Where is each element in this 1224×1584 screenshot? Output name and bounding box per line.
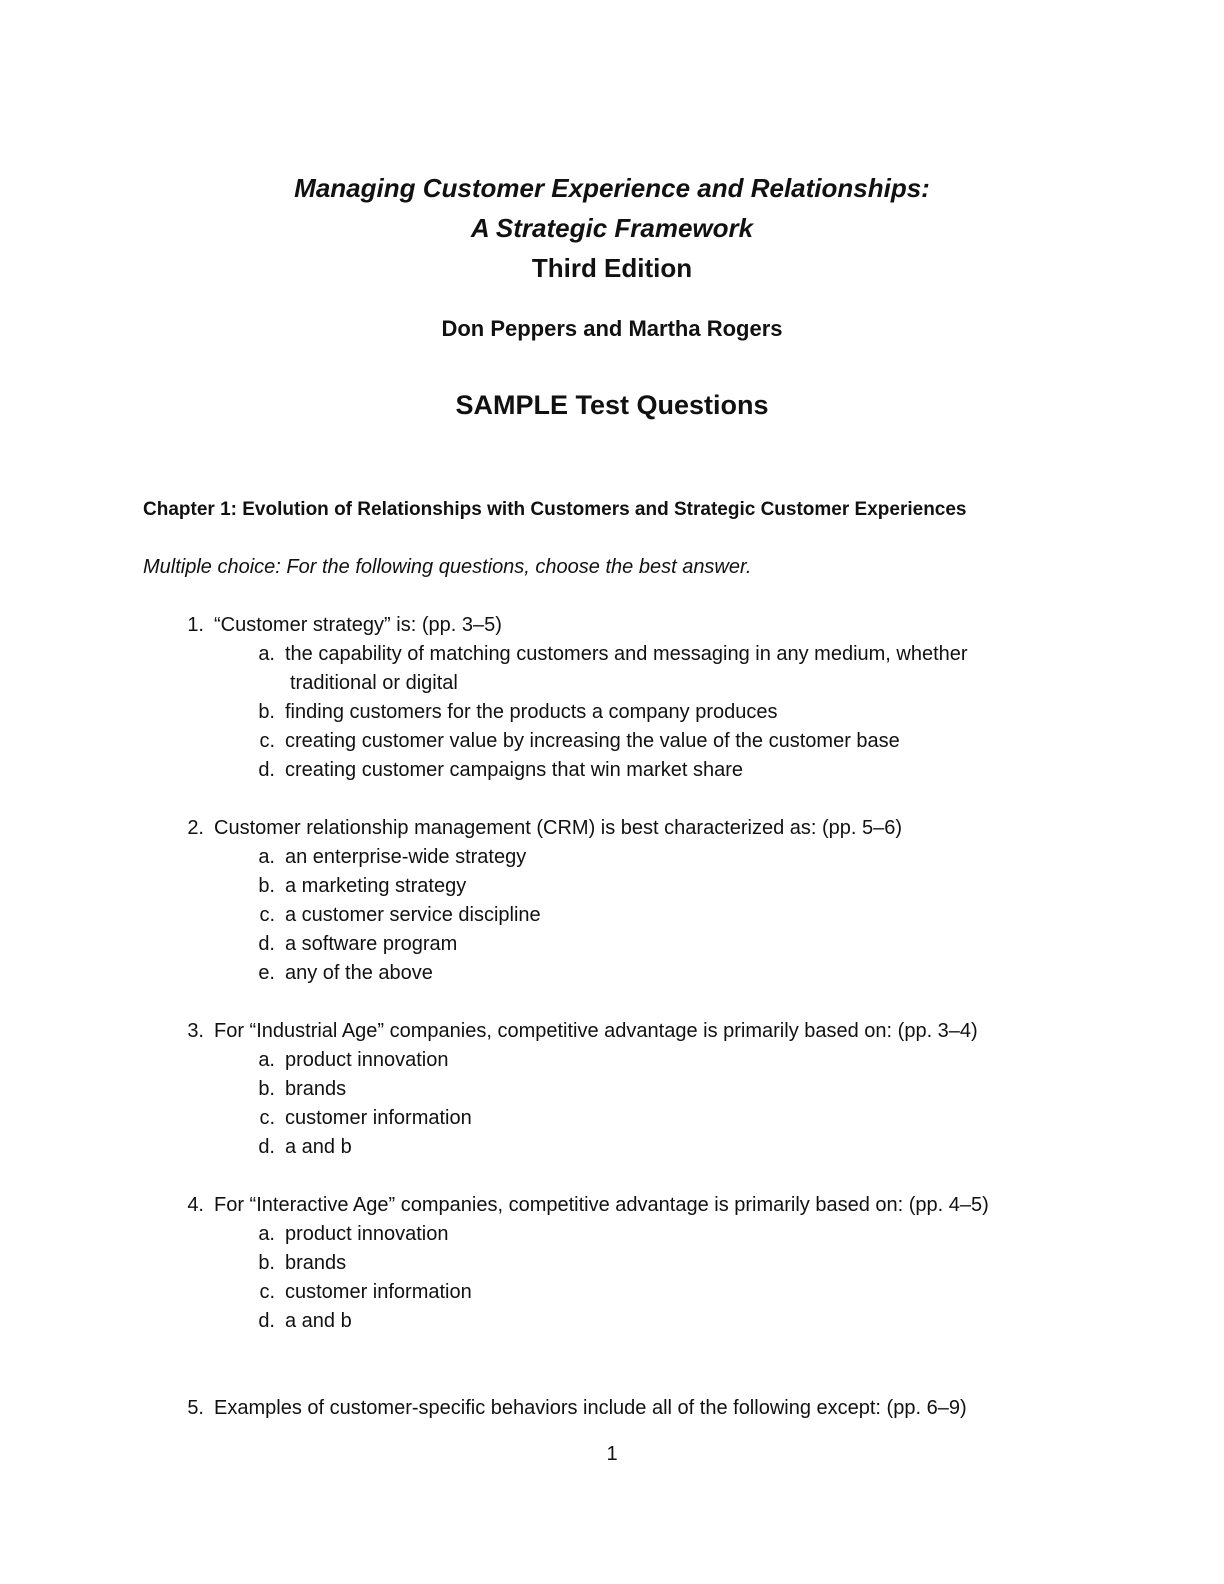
option-letter: b. (258, 1252, 275, 1274)
title-block (0, 168, 1224, 288)
option-text: product innovation (285, 1049, 449, 1071)
question-2 (0, 814, 1224, 988)
question-3 (0, 1017, 1224, 1162)
option-text: a marketing strategy (285, 875, 467, 897)
option-text: a and b (285, 1136, 352, 1158)
option-letter: a. (258, 1049, 275, 1071)
option-d (0, 1307, 1224, 1336)
question-list (0, 611, 1224, 1452)
instructions: Multiple choice: For the following questions, choose the best answer. (143, 556, 752, 578)
option-text: customer information (285, 1281, 472, 1303)
question-text: Customer relationship management (CRM) is best characterized as: (pp. 5–6) (214, 817, 903, 839)
option-letter: c. (259, 1107, 275, 1129)
option-text: a customer service discipline (285, 904, 541, 926)
option-letter: a. (258, 1223, 275, 1245)
question-text: Examples of customer-specific behaviors include all of the following except: (pp. 6–9) (214, 1397, 967, 1419)
edition-label: Third Edition (531, 253, 693, 283)
option-text: brands (285, 1252, 347, 1274)
option-letter: b. (258, 875, 275, 897)
option-d (0, 756, 1224, 785)
option-text: any of the above (285, 962, 433, 984)
option-text-continued: traditional or digital (290, 672, 458, 694)
option-a (0, 640, 1224, 698)
option-c (0, 1278, 1224, 1307)
question-5 (0, 1394, 1224, 1423)
option-a (0, 843, 1224, 872)
option-letter: a. (258, 643, 275, 665)
question-4 (0, 1191, 1224, 1365)
option-c (0, 901, 1224, 930)
question-number: 3. (187, 1020, 204, 1042)
option-text: creating customer campaigns that win market share (285, 759, 743, 781)
page-number: 1 (606, 1443, 618, 1465)
question-text: For “Interactive Age” companies, competitive advantage is primarily based on: (pp. 4–5) (214, 1194, 989, 1216)
option-text: a software program (285, 933, 458, 955)
document-subtitle: SAMPLE Test Questions (455, 390, 769, 420)
option-b (0, 1075, 1224, 1104)
option-b (0, 872, 1224, 901)
option-text: a and b (285, 1310, 352, 1332)
question-1 (0, 611, 1224, 785)
option-text: product innovation (285, 1223, 449, 1245)
option-b (0, 698, 1224, 727)
option-text: creating customer value by increasing the value of the customer base (285, 730, 900, 752)
spacer (0, 1336, 1224, 1365)
option-letter: b. (258, 701, 275, 723)
question-number: 1. (187, 614, 204, 636)
question-number: 5. (187, 1397, 204, 1419)
option-text: an enterprise-wide strategy (285, 846, 527, 868)
authors: Don Peppers and Martha Rogers (441, 316, 783, 341)
option-b (0, 1249, 1224, 1278)
question-text: For “Industrial Age” companies, competitive advantage is primarily based on: (pp. 3–4) (214, 1020, 978, 1042)
option-e (0, 959, 1224, 988)
question-text: “Customer strategy” is: (pp. 3–5) (214, 614, 502, 636)
option-text: finding customers for the products a company produces (285, 701, 778, 723)
chapter-heading: Chapter 1: Evolution of Relationships with Customers and Strategic Customer Experiences (143, 499, 967, 520)
option-letter: d. (258, 759, 275, 781)
option-letter: d. (258, 1310, 275, 1332)
option-d (0, 1133, 1224, 1162)
book-title-line-1: Managing Customer Experience and Relationships: (294, 173, 930, 203)
option-d (0, 930, 1224, 959)
option-text: customer information (285, 1107, 472, 1129)
option-text: the capability of matching customers and messaging in any medium, whether (285, 643, 968, 665)
book-title-line-2: A Strategic Framework (470, 213, 754, 243)
option-letter: d. (258, 1136, 275, 1158)
option-letter: d. (258, 933, 275, 955)
option-letter: a. (258, 846, 275, 868)
option-letter: c. (259, 730, 275, 752)
option-letter: c. (259, 904, 275, 926)
question-number: 4. (187, 1194, 204, 1216)
option-a (0, 1046, 1224, 1075)
question-number: 2. (187, 817, 204, 839)
option-letter: c. (259, 1281, 275, 1303)
option-letter: e. (258, 962, 275, 984)
option-c (0, 727, 1224, 756)
option-text: brands (285, 1078, 347, 1100)
option-a (0, 1220, 1224, 1249)
option-letter: b. (258, 1078, 275, 1100)
option-c (0, 1104, 1224, 1133)
